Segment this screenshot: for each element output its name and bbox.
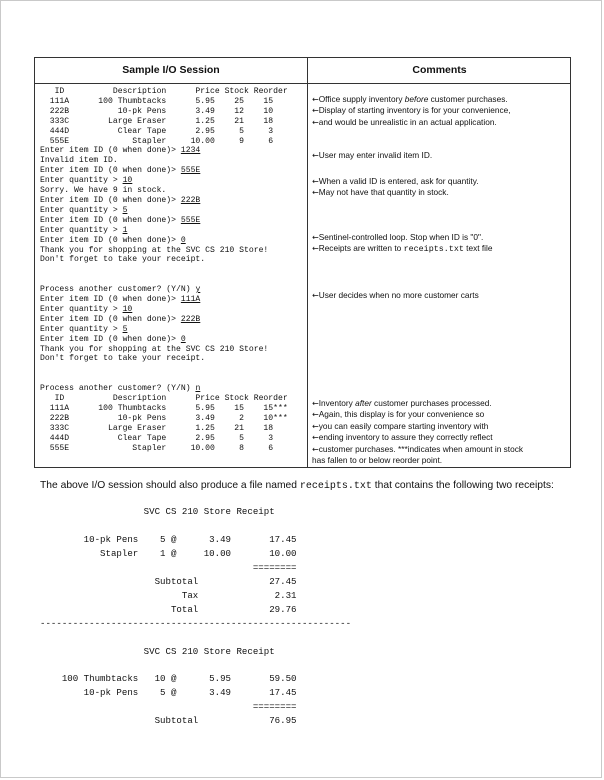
io-session-transcript xyxy=(40,87,288,454)
left-arrow-icon: ← xyxy=(312,151,319,160)
comment-text: User may enter invalid item ID. xyxy=(318,150,433,160)
comment-text: text file xyxy=(463,243,493,254)
user-input: n xyxy=(195,384,201,394)
user-input: 5 xyxy=(122,205,128,215)
inventory-row: 444D Clear Tape 2.95 5 3 xyxy=(40,126,274,136)
comment-line xyxy=(312,187,567,198)
receipt-title: SVC CS 210 Store Receipt xyxy=(40,645,275,657)
prompt-item-id: Enter item ID (0 when done)> xyxy=(40,295,181,305)
user-input: 0 xyxy=(180,334,186,344)
process-prompt: Process another customer? (Y/N) xyxy=(40,285,196,295)
invalid-message: Invalid item ID. xyxy=(40,156,118,166)
prompt-item-id: Enter item ID (0 when done)> xyxy=(40,314,181,324)
prompt-item-id: Enter item ID (0 when done)> xyxy=(40,235,181,245)
prompt-item-id: Enter item ID (0 when done)> xyxy=(40,334,181,344)
user-input: 555E xyxy=(180,215,201,225)
receipt-line: 10-pk Pens 5 @ 3.49 17.45 xyxy=(40,533,297,545)
user-input: 222B xyxy=(180,195,201,205)
comment-line xyxy=(312,409,567,420)
receipt-line: ======== xyxy=(40,561,297,573)
user-input: 1 xyxy=(122,225,128,235)
prompt-item-id: Enter item ID (0 when done)> xyxy=(40,146,181,156)
receipt-line: 10-pk Pens 5 @ 3.49 17.45 xyxy=(40,687,297,699)
inventory-row: 222B 10-pk Pens 3.49 12 10 xyxy=(40,106,274,116)
comment-line xyxy=(312,421,567,432)
receipt-reminder: Don't forget to take your receipt. xyxy=(40,354,206,364)
prompt-quantity: Enter quantity > xyxy=(40,205,123,215)
left-arrow-icon: ← xyxy=(312,410,319,420)
header-divider xyxy=(35,83,570,84)
comment-text: Sentinel-controlled loop. Stop when ID is "0". xyxy=(318,232,484,242)
user-input: 111A xyxy=(180,295,201,305)
comment-group-more-carts xyxy=(312,290,567,301)
comment-text: ending inventory to assure they correctly reflect xyxy=(318,432,493,443)
comment-line xyxy=(312,94,567,105)
comment-text: customer purchases processed. xyxy=(371,398,492,408)
comment-line xyxy=(312,117,567,128)
prompt-quantity: Enter quantity > xyxy=(40,304,123,314)
comment-line xyxy=(312,232,567,243)
receipt-title: SVC CS 210 Store Receipt xyxy=(40,506,275,517)
left-arrow-icon: ← xyxy=(312,117,319,127)
prompt-item-id: Enter item ID (0 when done)> xyxy=(40,166,181,176)
user-input: 10 xyxy=(122,176,133,186)
comment-line xyxy=(312,150,567,161)
comment-text: Receipts are written to xyxy=(318,243,404,254)
comment-group-end-inventory xyxy=(312,398,567,465)
comment-group-quantity xyxy=(312,176,567,199)
user-input: 0 xyxy=(180,235,186,245)
prompt-item-id: Enter item ID (0 when done)> xyxy=(40,215,181,225)
left-arrow-icon: ← xyxy=(312,188,319,198)
comment-text: Inventory xyxy=(318,398,356,408)
comment-text: has fallen to or below reorder point. xyxy=(312,455,443,466)
receipt-reminder: Don't forget to take your receipt. xyxy=(40,255,206,265)
comment-group-invalid-id xyxy=(312,150,567,161)
inventory-row: 333C Large Eraser 1.25 21 18 xyxy=(40,423,274,433)
user-input: 555E xyxy=(180,166,201,176)
left-arrow-icon: ← xyxy=(312,106,319,116)
receipt-line: ======== xyxy=(40,701,297,713)
comment-text: User decides when no more customer carts xyxy=(318,290,479,300)
comment-line xyxy=(312,290,567,301)
left-arrow-icon: ← xyxy=(312,433,319,443)
receipt-subtotal: Subtotal 76.95 xyxy=(40,715,297,727)
inventory-row: 222B 10-pk Pens 3.49 2 10*** xyxy=(40,413,288,423)
inventory-row: 555E Stapler 10.00 9 6 xyxy=(40,136,274,146)
receipt-tax: Tax 2.31 xyxy=(40,589,297,601)
comment-emphasis: after xyxy=(355,398,372,408)
receipt-separator: --------------------------------------------------------- xyxy=(40,617,352,629)
comment-text: Display of starting inventory is for your convenience, xyxy=(318,105,511,116)
sample-io-table xyxy=(34,57,571,468)
comment-line xyxy=(312,176,567,187)
prompt-quantity: Enter quantity > xyxy=(40,225,123,235)
left-arrow-icon: ← xyxy=(312,399,319,408)
left-arrow-icon: ← xyxy=(312,233,319,242)
user-input: 5 xyxy=(122,324,128,334)
comment-line xyxy=(312,444,567,455)
stock-message: Sorry. We have 9 in stock. xyxy=(40,186,167,196)
receipts-output xyxy=(40,505,351,728)
comment-text: customer purchases. xyxy=(428,94,508,104)
comment-text: customer purchases. ***indicates when amount in stock xyxy=(318,443,524,454)
inventory-row: 111A 100 Thumbtacks 5.95 25 15 xyxy=(40,96,274,106)
prompt-quantity: Enter quantity > xyxy=(40,324,123,334)
inventory-row: 333C Large Eraser 1.25 21 18 xyxy=(40,116,274,126)
receipt-total: Total 29.76 xyxy=(40,603,297,615)
left-arrow-icon: ← xyxy=(312,177,319,186)
inventory-row: 555E Stapler 10.00 8 6 xyxy=(40,443,274,453)
inventory-header: ID Description Price Stock Reorder xyxy=(40,394,288,404)
process-prompt: Process another customer? (Y/N) xyxy=(40,384,196,394)
receipt-line: 100 Thumbtacks 10 @ 5.95 59.50 xyxy=(40,673,297,685)
comment-line xyxy=(312,455,567,465)
left-arrow-icon: ← xyxy=(312,444,319,454)
header-comments: Comments xyxy=(412,64,467,76)
user-input: y xyxy=(195,285,201,295)
paragraph-text: that contains the following two receipts: xyxy=(371,480,554,491)
thanks-message: Thank you for shopping at the SVC CS 210 Store! xyxy=(40,344,269,354)
thanks-message: Thank you for shopping at the SVC CS 210 Store! xyxy=(40,245,269,255)
comment-text: When a valid ID is entered, ask for quantity. xyxy=(318,176,479,186)
receipts-paragraph xyxy=(40,480,565,493)
comment-text: May not have that quantity in stock. xyxy=(318,187,449,198)
comment-text: and would be unrealistic in an actual application. xyxy=(318,116,497,127)
inventory-row: 444D Clear Tape 2.95 5 3 xyxy=(40,433,274,443)
receipt-subtotal: Subtotal 27.45 xyxy=(40,575,297,587)
column-divider xyxy=(307,58,308,467)
inventory-row: 111A 100 Thumbtacks 5.95 15 15*** xyxy=(40,404,288,413)
filename-code: receipts.txt xyxy=(403,244,464,255)
receipt-line: Stapler 1 @ 10.00 10.00 xyxy=(40,547,297,559)
user-input: 10 xyxy=(122,304,133,314)
prompt-quantity: Enter quantity > xyxy=(40,176,123,186)
left-arrow-icon: ← xyxy=(312,95,319,104)
comment-text: you can easily compare starting inventory with xyxy=(318,420,489,431)
paragraph-text: The above I/O session should also produce a file named xyxy=(40,480,300,491)
left-arrow-icon: ← xyxy=(312,244,319,254)
inventory-header: ID Description Price Stock Reorder xyxy=(40,87,288,96)
comment-line xyxy=(312,398,567,409)
comment-group-start-inventory xyxy=(312,94,567,128)
filename-code: receipts.txt xyxy=(299,481,372,492)
prompt-item-id: Enter item ID (0 when done)> xyxy=(40,195,181,205)
header-sample-io: Sample I/O Session xyxy=(122,64,220,76)
user-input: 222B xyxy=(180,314,201,324)
comment-group-sentinel xyxy=(312,232,567,255)
left-arrow-icon: ← xyxy=(312,421,319,431)
left-arrow-icon: ← xyxy=(312,291,319,300)
comment-text: Again, this display is for your convenience so xyxy=(318,409,485,420)
comment-line xyxy=(312,243,567,254)
comment-text: Office supply inventory xyxy=(318,94,405,104)
user-input: 1234 xyxy=(180,146,201,156)
receipts-text xyxy=(40,505,351,728)
comment-line xyxy=(312,432,567,443)
comment-line xyxy=(312,105,567,116)
comment-emphasis: before xyxy=(404,94,429,104)
